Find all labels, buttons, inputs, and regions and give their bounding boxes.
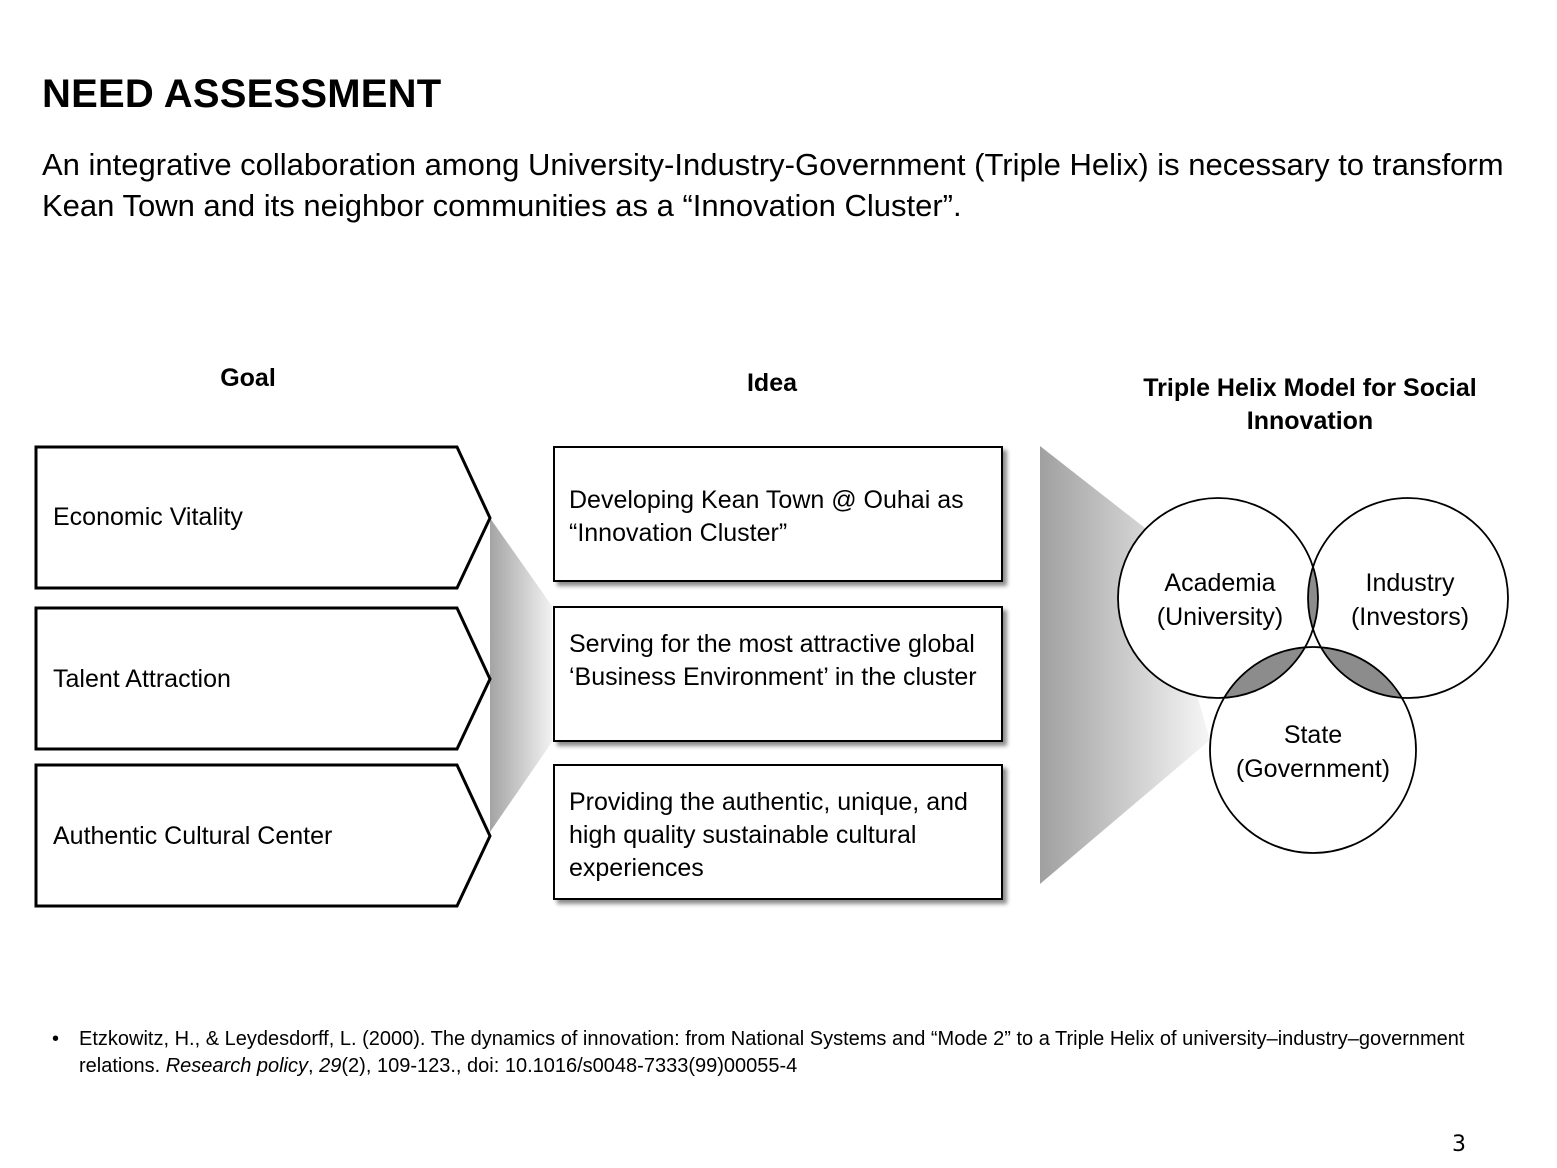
- idea-text: Serving for the most attractive global ‘Business Environment’ in the cluster: [569, 630, 977, 691]
- helix-column-heading: Triple Helix Model for Social Innovation: [1143, 374, 1477, 435]
- reference-text: Etzkowitz, H., & Leydesdorff, L. (2000). The dynamics of innovation: from National Systems and “Mode 2” to a Triple Helix of university–industry–government relations. Research policy, 29(2), 109-123., doi: 10.1016/s0048-7333(99)00055-4: [79, 1028, 1465, 1077]
- idea-text: Providing the authentic, unique, and high quality sustainable cultural experiences: [569, 788, 968, 882]
- idea-box-innovation-cluster: [553, 446, 1003, 582]
- venn-label-industry: Industry (Investors): [1350, 569, 1470, 631]
- bullet-icon: •: [52, 1028, 60, 1050]
- goal-economic-vitality: Economic Vitality: [53, 503, 243, 531]
- venn-label-state: State (Government): [1235, 721, 1391, 783]
- goal-idea-funnel: [490, 518, 552, 832]
- goal-authentic-cultural-center: Authentic Cultural Center: [53, 822, 333, 850]
- idea-text: Developing Kean Town @ Ouhai as “Innovation Cluster”: [569, 486, 964, 547]
- reference-note: [52, 1026, 1512, 1080]
- reference-journal: Research policy: [165, 1055, 309, 1077]
- reference-volume: 29: [319, 1055, 342, 1077]
- page-number: 3: [1452, 1132, 1466, 1157]
- idea-box-cultural-experiences: [553, 764, 1003, 900]
- venn-label-academia: Academia (University): [1156, 569, 1284, 631]
- idea-column-heading: Idea: [746, 369, 798, 397]
- page-title: NEED ASSESSMENT: [42, 72, 442, 116]
- page-subtitle: An integrative collaboration among University-Industry-Government (Triple Helix) is necessary to transform Kean Town and its neighbor communities as a “Innovation Cluster”.: [42, 147, 1504, 223]
- goal-column-heading: Goal: [220, 364, 276, 392]
- goal-talent-attraction: Talent Attraction: [53, 665, 231, 693]
- idea-box-business-environment: [553, 606, 1003, 742]
